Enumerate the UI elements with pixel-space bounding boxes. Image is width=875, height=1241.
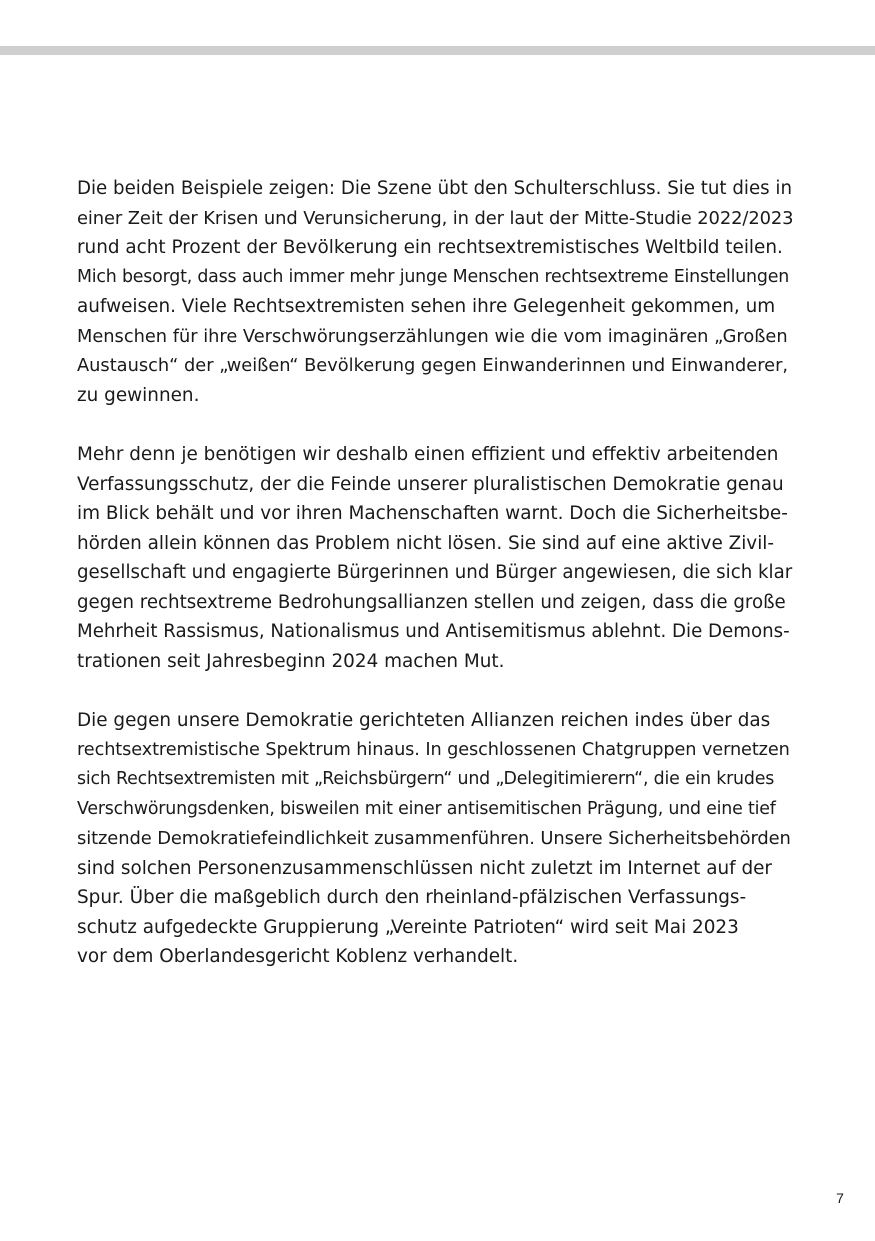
text-line: zu gewinnen. [77,384,200,406]
text-line: Mehrheit Rassismus, Nationalismus und Antisemitismus ablehnt. Die Demons- [77,621,790,642]
text-line: rechtsextremistische Spektrum hinaus. In geschlossenen Chatgruppen vernetzen [77,739,790,760]
text-line: sind solchen Personenzusammenschlüssen nicht zuletzt im Internet auf der [77,857,772,879]
text-line: Die beiden Beispiele zeigen: Die Szene übt den Schulterschluss. Sie tut dies in [77,178,792,199]
text-line: rund acht Prozent der Bevölkerung ein rechtsextremistisches Weltbild teilen. [77,237,783,258]
text-line: im Blick behält und vor ihren Machenschaften warnt. Doch die Sicherheitsbe- [77,503,788,524]
paragraph-1 [77,174,793,410]
text-line: Die gegen unsere Demokratie gerichteten Allianzen reichen indes über das [77,710,771,731]
text-line: vor dem Oberlandesgericht Koblenz verhandelt. [77,946,519,967]
text-line: Verfassungsschutz, der die Feinde unserer pluralistischen Demokratie genau [77,473,784,495]
text-line: hörden allein können das Problem nicht lösen. Sie sind auf eine aktive Zivil- [77,532,775,554]
text-line: trationen seit Jahresbeginn 2024 machen Mut. [77,650,505,672]
text-line: aufweisen. Viele Rechtsextremisten sehen ihre Gelegenheit gekommen, um [77,296,776,317]
text-line: Mich besorgt, dass auch immer mehr junge Menschen rechtsextreme Einstellungen [77,266,790,287]
text-line: gegen rechtsextreme Bedrohungsallianzen stellen und zeigen, dass die große [77,591,786,613]
text-line: Austausch“ der „weißen“ Bevölkerung gegen Einwanderinnen und Einwanderer, [77,355,789,376]
text-line: Verschwörungsdenken, bisweilen mit einer antisemitischen Prägung, und eine tief [77,798,776,819]
text-line: Menschen für ihre Verschwörungserzählungen wie die vom imaginären „Großen [77,325,788,347]
text-line: schutz aufgedeckte Gruppierung „Vereinte Patrioten“ wird seit Mai 2023 [77,916,739,938]
body-text [77,174,793,1002]
text-line: sitzende Demokratiefeindlichkeit zusammenführen. Unsere Sicherheitsbehörden [77,828,791,849]
text-line: Spur. Über die maßgeblich durch den rheinland-pfälzischen Verfassungs- [77,887,747,908]
paragraph-2 [77,440,793,676]
text-line: sich Rechtsextremisten mit „Reichsbürgern“ und „Delegitimierern“, die ein krudes [77,769,775,789]
text-line: Mehr denn je benötigen wir deshalb einen effizient und effektiv arbeitenden [77,444,779,465]
text-line: einer Zeit der Krisen und Verunsicherung, in der laut der Mitte-Studie 2022/2023 [77,207,794,229]
text-line: gesellschaft und engagierte Bürgerinnen und Bürger angewiesen, die sich klar [77,562,793,583]
paragraph-3 [77,706,793,972]
header-rule [0,46,875,55]
page-number: 7 [836,1190,844,1206]
